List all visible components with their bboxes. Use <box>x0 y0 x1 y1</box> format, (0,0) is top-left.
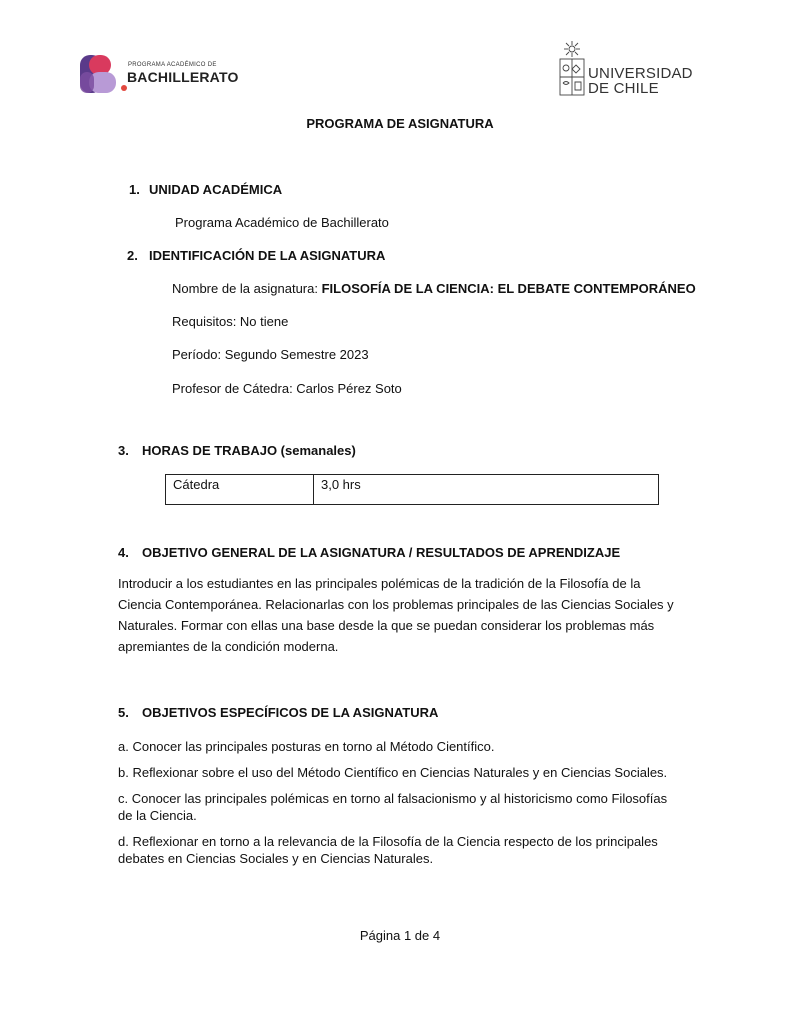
specific-objective-b: b. Reflexionar sobre el uso del Método Científico en Ciencias Naturales y en Ciencias Sociales. <box>118 765 668 780</box>
general-objective-text: Introducir a los estudiantes en las principales polémicas de la tradición de la Filosofía de la Ciencia Contemporánea. Relacionarlas con los problemas principales de las Ciencias Sociales y Naturales. Formar con ellas una base desde la que se puedan considerar los problemas más apremiantes de la condición moderna. <box>118 576 674 654</box>
specific-objective-c: c. Conocer las principales polémicas en torno al falsacionismo y al historicismo como Filosofías de la Ciencia. <box>118 791 668 823</box>
section-3-title: HORAS DE TRABAJO (semanales) <box>142 443 356 458</box>
section-5-number: 5. <box>118 705 129 720</box>
section-3-number: 3. <box>118 443 129 458</box>
profesor-line: Profesor de Cátedra: Carlos Pérez Soto <box>172 381 402 396</box>
periodo-line: Período: Segundo Semestre 2023 <box>172 347 369 362</box>
section-5-title: OBJETIVOS ESPECÍFICOS DE LA ASIGNATURA <box>142 705 439 720</box>
bachillerato-logo <box>80 53 250 95</box>
requisitos-line: Requisitos: No tiene <box>172 314 289 329</box>
university-name-line1: UNIVERSIDAD <box>588 65 693 82</box>
course-name-label: Nombre de la asignatura: <box>172 281 322 296</box>
section-1-content: Programa Académico de Bachillerato <box>175 215 389 230</box>
section-1-title: UNIDAD ACADÉMICA <box>149 182 283 197</box>
bachillerato-logo-mark-icon <box>80 53 130 95</box>
page-title: PROGRAMA DE ASIGNATURA <box>306 116 494 131</box>
section-1-number: 1. <box>129 182 140 197</box>
specific-objective-a: a. Conocer las principales posturas en torno al Método Científico. <box>118 739 495 754</box>
logo-big-text: BACHILLERATO <box>127 69 239 85</box>
hours-value-cell: 3,0 hrs <box>314 475 659 505</box>
university-seal-icon <box>557 40 587 98</box>
university-name-line2: DE CHILE <box>588 80 659 97</box>
logo-small-text: PROGRAMA ACADÉMICO DE <box>128 62 217 68</box>
section-2-title: IDENTIFICACIÓN DE LA ASIGNATURA <box>149 248 386 263</box>
section-2-number: 2. <box>127 248 138 263</box>
hours-label-cell: Cátedra <box>166 475 314 505</box>
table-row <box>166 475 659 505</box>
course-name-value: FILOSOFÍA DE LA CIENCIA: EL DEBATE CONTEMPORÁNEO <box>321 281 696 296</box>
section-4-number: 4. <box>118 545 129 560</box>
section-4-title: OBJETIVO GENERAL DE LA ASIGNATURA / RESULTADOS DE APRENDIZAJE <box>142 545 621 560</box>
universidad-de-chile-logo <box>555 40 695 100</box>
specific-objective-d: d. Reflexionar en torno a la relevancia de la Filosofía de la Ciencia respecto de los principales debates en Ciencias Sociales y en Ciencias Naturales. <box>118 834 658 866</box>
hours-table <box>165 474 659 505</box>
course-name-line <box>172 280 696 297</box>
page-number: Página 1 de 4 <box>359 928 441 943</box>
